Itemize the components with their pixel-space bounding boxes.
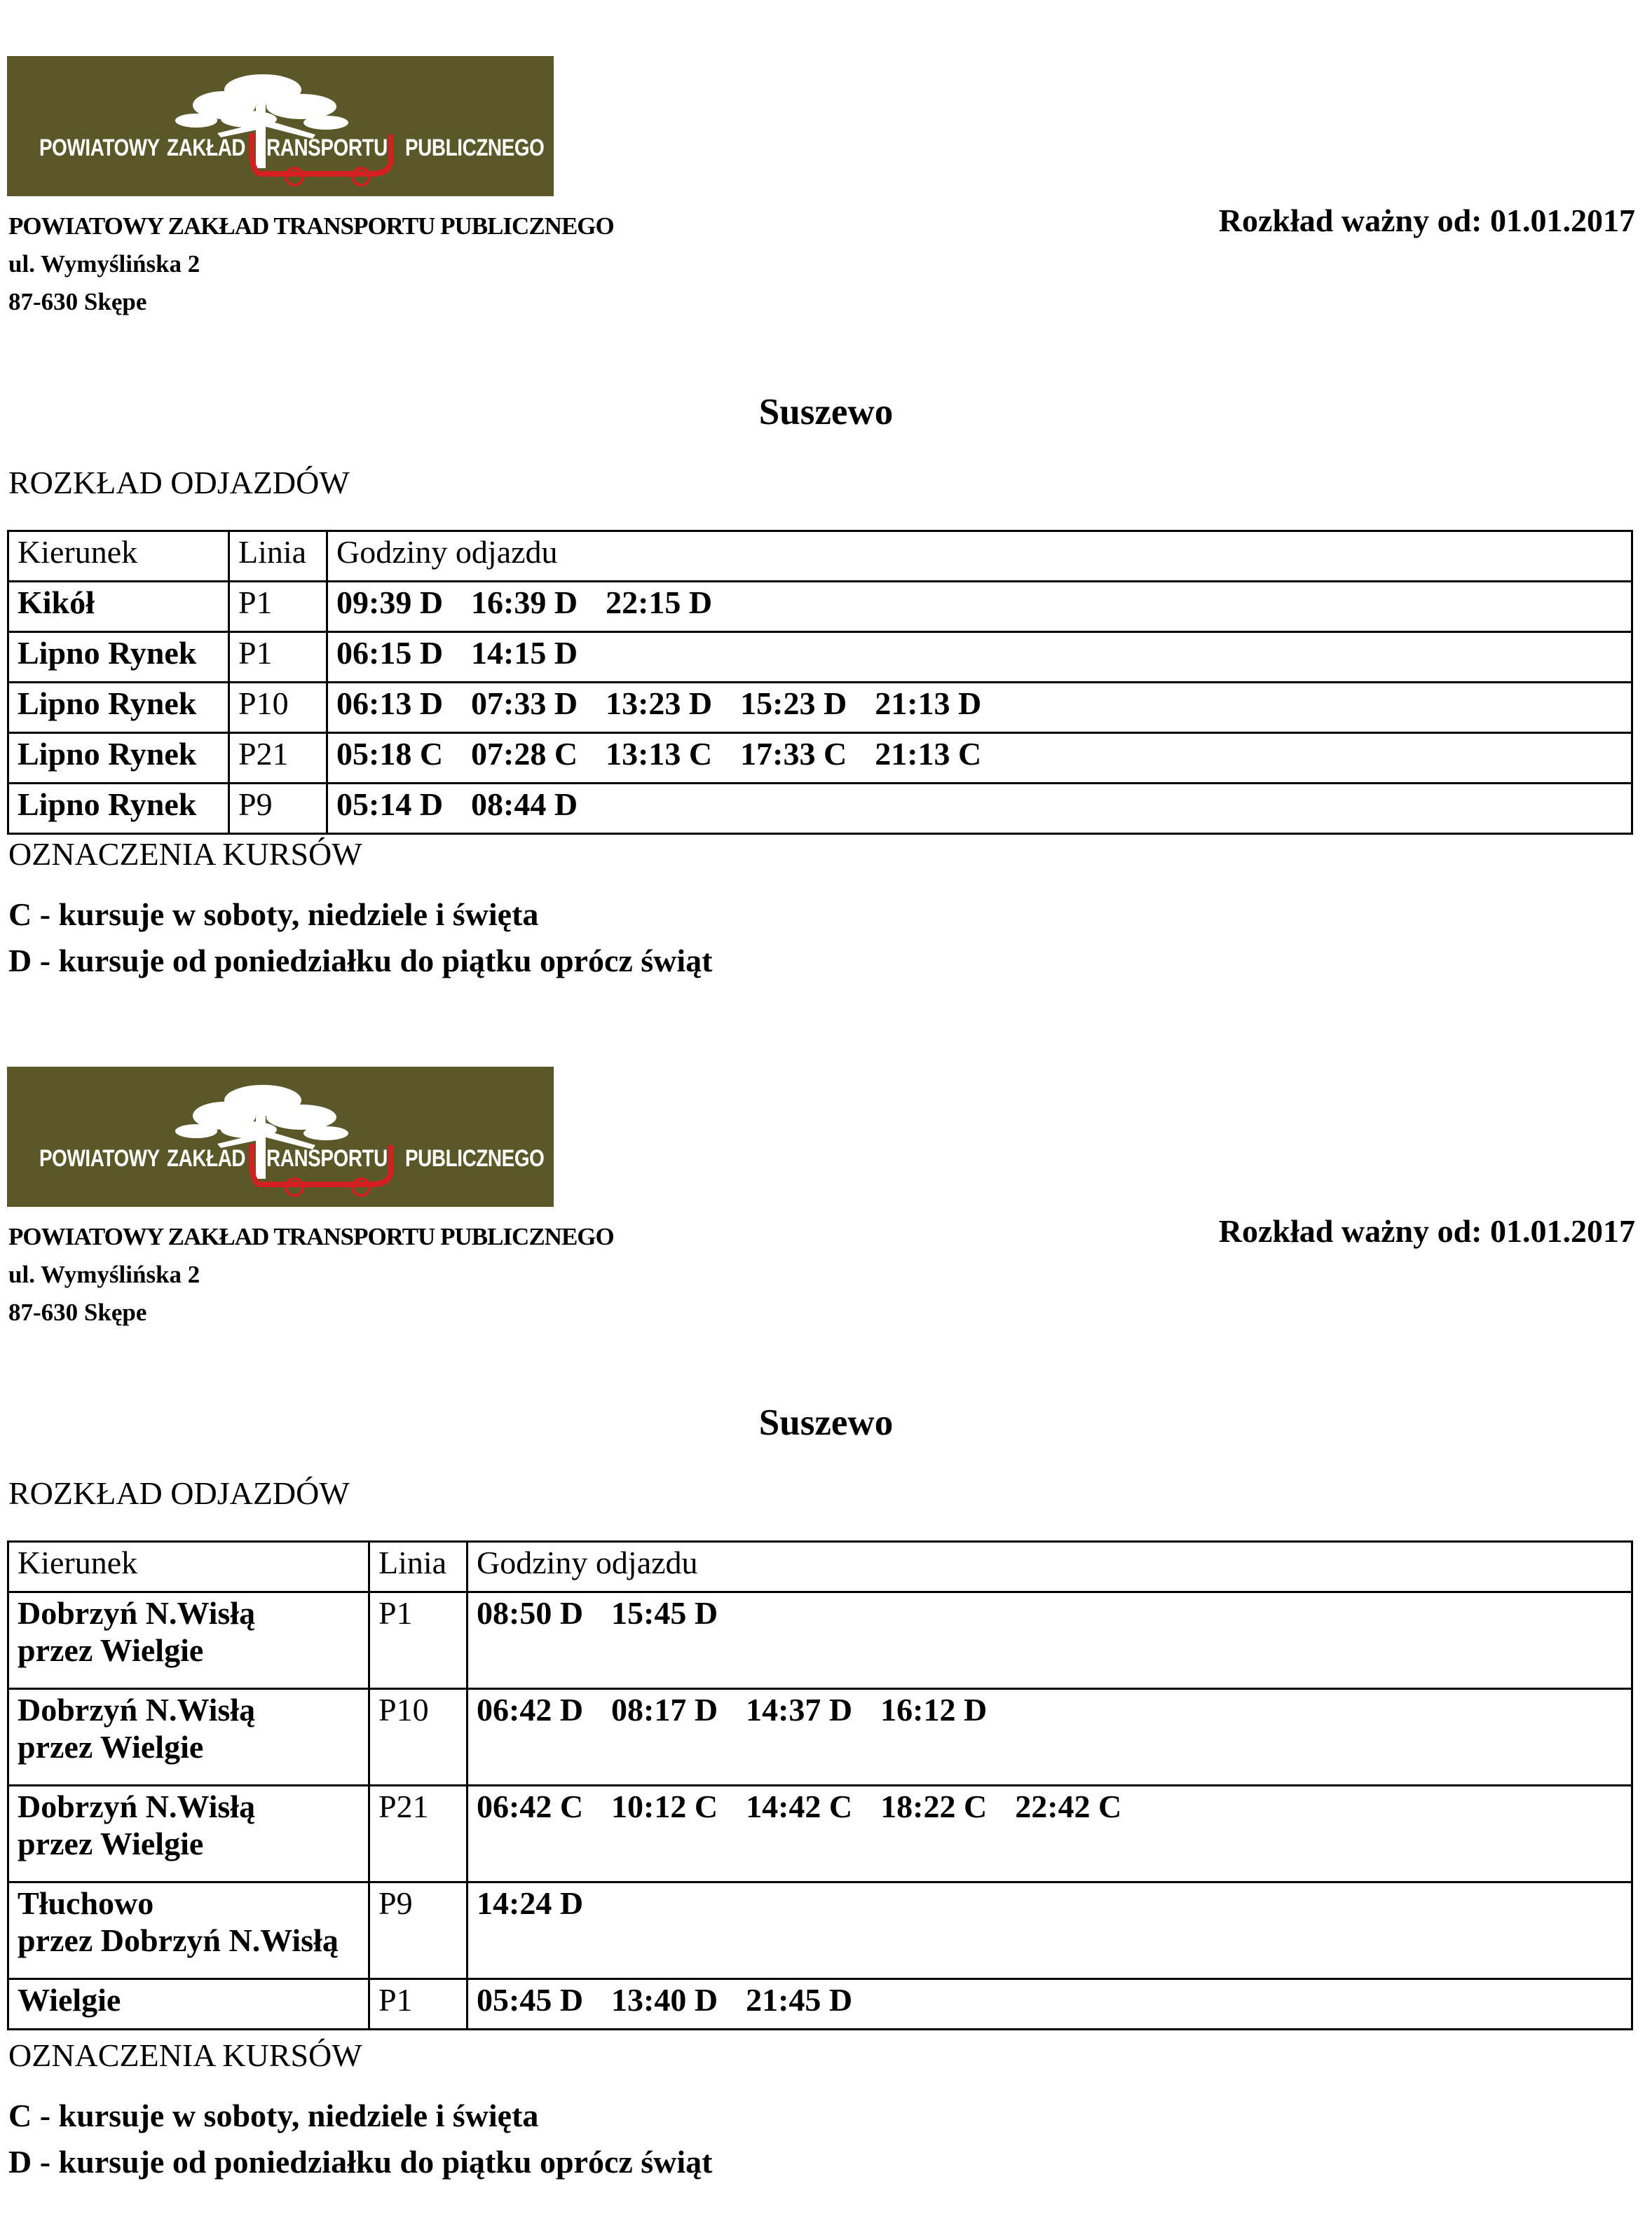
direction-cell: Kikół xyxy=(8,582,229,632)
tree-bus-icon xyxy=(7,1067,554,1207)
times-cell xyxy=(467,1786,1632,1882)
departure-time: 14:15 D xyxy=(471,635,578,671)
departure-time: 22:15 D xyxy=(606,585,713,620)
table-header-row xyxy=(8,531,1632,582)
departure-time: 15:45 D xyxy=(611,1595,718,1631)
stop-name: Suszewo xyxy=(758,392,894,432)
direction-cell: Dobrzyń N.Wisłą przez Wielgie xyxy=(8,1592,369,1689)
legend-item-d: D - kursuje od poniedziałku do piątku oprócz świąt xyxy=(8,2144,713,2180)
departure-time: 09:39 D xyxy=(336,585,444,620)
table-row xyxy=(8,1786,1632,1882)
departure-time: 21:45 D xyxy=(746,1982,853,2018)
column-header-direction: Kierunek xyxy=(8,531,229,582)
table-row xyxy=(8,1689,1632,1786)
table-row xyxy=(8,1882,1632,1979)
times-cell xyxy=(327,784,1632,834)
table-row xyxy=(8,733,1632,784)
departure-time: 06:13 D xyxy=(336,685,444,721)
line-cell: P9 xyxy=(369,1882,467,1979)
departure-time: 08:50 D xyxy=(477,1595,584,1631)
departure-time: 21:13 C xyxy=(875,736,982,772)
departure-time: 05:45 D xyxy=(477,1982,584,2018)
departure-time: 05:14 D xyxy=(336,786,444,822)
legend-item-d: D - kursuje od poniedziałku do piątku oprócz świąt xyxy=(8,943,713,978)
logo-word-1: POWIATOWY xyxy=(39,135,160,161)
times-cell xyxy=(327,733,1632,784)
direction-cell: Dobrzyń N.Wisłą przez Wielgie xyxy=(8,1689,369,1786)
line-cell: P1 xyxy=(229,632,327,683)
column-header-line: Linia xyxy=(229,531,327,582)
departure-time: 13:23 D xyxy=(606,685,713,721)
company-name: POWIATOWY ZAKŁAD TRANSPORTU PUBLICZNEGO xyxy=(8,1223,614,1250)
table-header-row xyxy=(8,1542,1632,1592)
line-cell: P10 xyxy=(369,1689,467,1786)
column-header-direction: Kierunek xyxy=(8,1542,369,1592)
company-name: POWIATOWY ZAKŁAD TRANSPORTU PUBLICZNEGO xyxy=(8,212,614,240)
line-cell: P9 xyxy=(229,784,327,834)
times-cell xyxy=(327,582,1632,632)
line-cell: P10 xyxy=(229,683,327,733)
column-header-times: Godziny odjazdu xyxy=(467,1542,1632,1592)
direction-cell: Lipno Rynek xyxy=(8,784,229,834)
company-street: ul. Wymyślińska 2 xyxy=(8,1261,200,1288)
table-row xyxy=(8,683,1632,733)
departure-time: 07:33 D xyxy=(471,685,578,721)
line-cell: P21 xyxy=(229,733,327,784)
valid-from: Rozkład ważny od: 01.01.2017 xyxy=(1218,1213,1635,1249)
departure-time: 15:23 D xyxy=(740,685,847,721)
column-header-line: Linia xyxy=(369,1542,467,1592)
table-row xyxy=(8,632,1632,683)
departure-time: 21:13 D xyxy=(875,685,982,721)
logo-word-2: ZAKŁAD xyxy=(167,1145,246,1172)
departure-time: 16:12 D xyxy=(880,1692,988,1728)
logo-word-4: PUBLICZNEGO xyxy=(405,1145,545,1172)
tree-bus-icon xyxy=(7,56,554,196)
company-city: 87-630 Skępe xyxy=(8,1299,147,1326)
logo-word-4: PUBLICZNEGO xyxy=(405,135,545,161)
column-header-times: Godziny odjazdu xyxy=(327,531,1632,582)
departure-time: 10:12 C xyxy=(611,1789,718,1824)
departure-time: 06:42 C xyxy=(477,1789,584,1824)
stop-name: Suszewo xyxy=(758,1402,894,1443)
table-row xyxy=(8,1979,1632,2030)
departure-time: 05:18 C xyxy=(336,736,444,772)
departures-table xyxy=(7,530,1633,835)
company-street: ul. Wymyślińska 2 xyxy=(8,250,200,278)
timetable-heading: ROZKŁAD ODJAZDÓW xyxy=(8,1475,350,1511)
direction-cell: Lipno Rynek xyxy=(8,733,229,784)
timetable-sheet-2 xyxy=(0,1067,1652,2230)
line-cell: P1 xyxy=(369,1592,467,1689)
times-cell xyxy=(467,1592,1632,1689)
departure-time: 14:24 D xyxy=(477,1885,584,1921)
timetable-heading: ROZKŁAD ODJAZDÓW xyxy=(8,465,350,500)
departure-time: 16:39 D xyxy=(471,585,578,620)
line-cell: P1 xyxy=(369,1979,467,2030)
departure-time: 13:13 C xyxy=(606,736,713,772)
legend-title: OZNACZENIA KURSÓW xyxy=(8,2037,362,2073)
line-cell: P1 xyxy=(229,582,327,632)
legend-title: OZNACZENIA KURSÓW xyxy=(8,836,362,872)
departure-time: 14:37 D xyxy=(746,1692,853,1728)
table-row xyxy=(8,1592,1632,1689)
direction-cell: Dobrzyń N.Wisłą przez Wielgie xyxy=(8,1786,369,1882)
times-cell xyxy=(467,1689,1632,1786)
departure-time: 13:40 D xyxy=(611,1982,718,2018)
company-logo xyxy=(7,56,554,196)
departures-table xyxy=(7,1540,1633,2030)
departure-time: 08:44 D xyxy=(471,786,578,822)
logo-word-2: ZAKŁAD xyxy=(167,135,246,161)
table-row xyxy=(8,582,1632,632)
direction-cell: Lipno Rynek xyxy=(8,632,229,683)
logo-word-3: RANSPORTU xyxy=(266,1145,388,1172)
departure-time: 14:42 C xyxy=(746,1789,853,1824)
times-cell xyxy=(467,1882,1632,1979)
departure-time: 06:42 D xyxy=(477,1692,584,1728)
departure-time: 22:42 C xyxy=(1015,1789,1122,1824)
departure-time: 18:22 C xyxy=(880,1789,988,1824)
line-cell: P21 xyxy=(369,1786,467,1882)
direction-cell: Lipno Rynek xyxy=(8,683,229,733)
company-logo xyxy=(7,1067,554,1207)
departure-time: 08:17 D xyxy=(611,1692,718,1728)
table-row xyxy=(8,784,1632,834)
departure-time: 06:15 D xyxy=(336,635,444,671)
times-cell xyxy=(327,683,1632,733)
legend-item-c: C - kursuje w soboty, niedziele i święta xyxy=(8,896,539,932)
company-address xyxy=(8,1218,614,1332)
legend-item-c: C - kursuje w soboty, niedziele i święta xyxy=(8,2098,539,2133)
direction-cell: Wielgie xyxy=(8,1979,369,2030)
direction-cell: Tłuchowo przez Dobrzyń N.Wisłą xyxy=(8,1882,369,1979)
valid-from: Rozkład ważny od: 01.01.2017 xyxy=(1218,203,1635,238)
company-address xyxy=(8,207,614,321)
timetable-sheet-1 xyxy=(0,56,1652,1009)
logo-word-3: RANSPORTU xyxy=(266,135,388,161)
departure-time: 07:28 C xyxy=(471,736,578,772)
departure-time: 17:33 C xyxy=(740,736,847,772)
times-cell xyxy=(467,1979,1632,2030)
company-city: 87-630 Skępe xyxy=(8,288,147,315)
logo-word-1: POWIATOWY xyxy=(39,1145,160,1172)
times-cell xyxy=(327,632,1632,683)
